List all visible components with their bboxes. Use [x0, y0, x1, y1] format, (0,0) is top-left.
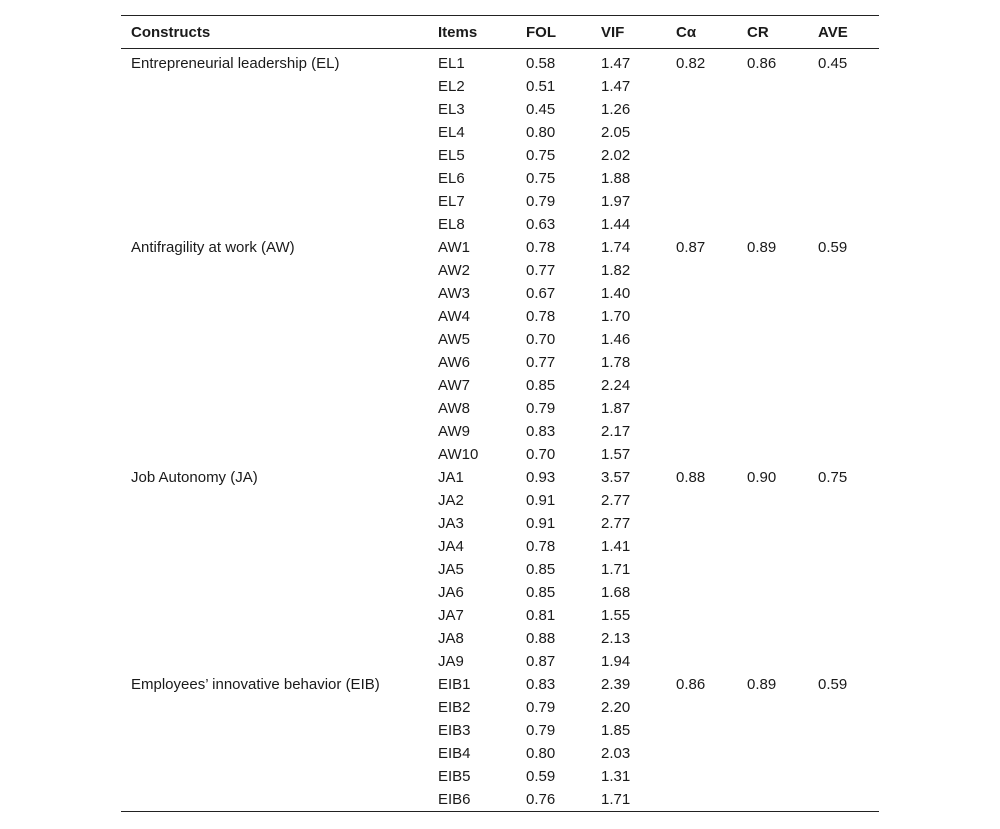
table-row: [121, 627, 879, 650]
cronbach-alpha-cell: [666, 765, 737, 788]
table-row: [121, 581, 879, 604]
item-cell: AW9: [438, 423, 470, 440]
construct-cell: [121, 420, 428, 443]
fol-cell: 0.76: [516, 788, 591, 812]
fol-cell: 0.51: [526, 78, 556, 95]
table-row: [121, 696, 879, 719]
fol-cell: 0.78: [526, 308, 556, 325]
construct-cell: [121, 167, 428, 190]
cronbach-alpha-cell: [666, 328, 737, 351]
construct-cell: [121, 719, 428, 742]
construct-cell: Employees’ innovative behavior (EIB): [131, 676, 380, 693]
table-row: [121, 650, 879, 673]
ave-cell: [808, 75, 879, 98]
cr-cell: [737, 75, 808, 98]
item-cell: JA7: [438, 607, 464, 624]
cronbach-alpha-cell: [666, 144, 737, 167]
vif-cell: 1.47: [601, 55, 631, 72]
item-cell: JA2: [438, 492, 464, 509]
cr-cell: [737, 259, 808, 282]
item-cell: AW7: [438, 377, 470, 394]
cronbach-alpha-cell: [666, 374, 737, 397]
cronbach-alpha-cell: 0.87: [676, 239, 706, 256]
measurement-model-table-container: [121, 15, 879, 812]
construct-cell: [121, 581, 428, 604]
item-cell: EL1: [438, 55, 465, 72]
item-cell: EL7: [438, 193, 465, 210]
cr-cell: [737, 420, 808, 443]
item-cell: EL8: [438, 216, 465, 233]
table-row: [121, 535, 879, 558]
construct-cell: [121, 627, 428, 650]
item-cell: JA6: [438, 584, 464, 601]
vif-cell: 1.31: [601, 768, 631, 785]
fol-cell: 0.45: [526, 101, 556, 118]
vif-cell: 2.05: [601, 124, 631, 141]
ave-cell: [808, 351, 879, 374]
construct-cell: [121, 259, 428, 282]
ave-cell: [808, 719, 879, 742]
cronbach-alpha-cell: [666, 420, 737, 443]
vif-cell: 2.20: [601, 699, 631, 716]
vif-cell: 1.74: [601, 239, 631, 256]
item-cell: EL5: [438, 147, 465, 164]
construct-cell: [121, 213, 428, 236]
vif-cell: 2.03: [601, 745, 631, 762]
cronbach-alpha-cell: [666, 535, 737, 558]
vif-cell: 1.87: [601, 400, 631, 417]
cr-cell: [737, 627, 808, 650]
item-cell: EIB5: [438, 768, 471, 785]
ave-cell: [808, 650, 879, 673]
vif-cell: 1.97: [601, 193, 631, 210]
cronbach-alpha-cell: [666, 75, 737, 98]
item-cell: AW1: [438, 239, 470, 256]
vif-cell: 2.13: [601, 630, 631, 647]
item-cell: JA3: [438, 515, 464, 532]
table-row: [121, 144, 879, 167]
cronbach-alpha-cell: [666, 213, 737, 236]
measurement-model-table: [121, 15, 879, 812]
cronbach-alpha-cell: [666, 627, 737, 650]
cronbach-alpha-cell: [666, 696, 737, 719]
cr-cell: [737, 604, 808, 627]
ave-cell: [808, 282, 879, 305]
cronbach-alpha-cell: [666, 190, 737, 213]
table-row: [121, 49, 879, 76]
item-cell: JA5: [438, 561, 464, 578]
vif-cell: 2.24: [601, 377, 631, 394]
item-cell: EL4: [438, 124, 465, 141]
header-items: Items: [428, 16, 516, 49]
fol-cell: 0.79: [526, 400, 556, 417]
vif-cell: 1.44: [601, 216, 631, 233]
cr-cell: [737, 788, 808, 812]
cr-cell: [737, 144, 808, 167]
cr-cell: [737, 719, 808, 742]
table-row: [121, 765, 879, 788]
construct-cell: [121, 535, 428, 558]
table-row: [121, 190, 879, 213]
table-row: [121, 259, 879, 282]
construct-cell: [121, 696, 428, 719]
fol-cell: 0.85: [526, 561, 556, 578]
vif-cell: 2.77: [601, 515, 631, 532]
ave-cell: [808, 167, 879, 190]
cr-cell: [737, 282, 808, 305]
ave-cell: [808, 305, 879, 328]
vif-cell: 1.82: [601, 262, 631, 279]
construct-cell: [121, 397, 428, 420]
fol-cell: 0.80: [526, 124, 556, 141]
ave-cell: 0.59: [818, 676, 848, 693]
vif-cell: 1.70: [601, 308, 631, 325]
table-body: [121, 49, 879, 812]
fol-cell: 0.67: [526, 285, 556, 302]
item-cell: AW5: [438, 331, 470, 348]
construct-cell: [121, 742, 428, 765]
vif-cell: 2.39: [601, 676, 631, 693]
cr-cell: [737, 213, 808, 236]
cronbach-alpha-cell: 0.88: [676, 469, 706, 486]
construct-cell: [121, 788, 428, 812]
table-row: [121, 328, 879, 351]
item-cell: AW3: [438, 285, 470, 302]
table-row: [121, 374, 879, 397]
construct-cell: [121, 489, 428, 512]
item-cell: AW2: [438, 262, 470, 279]
fol-cell: 0.85: [526, 584, 556, 601]
fol-cell: 0.81: [526, 607, 556, 624]
ave-cell: [808, 535, 879, 558]
ave-cell: 0.45: [818, 55, 848, 72]
cronbach-alpha-cell: [666, 305, 737, 328]
cr-cell: [737, 765, 808, 788]
item-cell: EIB3: [438, 722, 471, 739]
fol-cell: 0.70: [526, 331, 556, 348]
fol-cell: 0.83: [526, 423, 556, 440]
vif-cell: 1.46: [601, 331, 631, 348]
table-row: [121, 466, 879, 489]
header-ave: AVE: [808, 16, 879, 49]
construct-cell: [121, 190, 428, 213]
construct-cell: [121, 604, 428, 627]
fol-cell: 0.79: [526, 193, 556, 210]
cr-cell: [737, 512, 808, 535]
construct-cell: [121, 374, 428, 397]
cronbach-alpha-cell: [666, 558, 737, 581]
ave-cell: [808, 374, 879, 397]
fol-cell: 0.77: [526, 354, 556, 371]
cronbach-alpha-cell: [666, 351, 737, 374]
fol-cell: 0.63: [526, 216, 556, 233]
table-row: [121, 673, 879, 696]
fol-cell: 0.70: [526, 446, 556, 463]
vif-cell: 1.94: [601, 653, 631, 670]
table-row: [121, 236, 879, 259]
ave-cell: [808, 742, 879, 765]
cronbach-alpha-cell: [666, 167, 737, 190]
table-row: [121, 558, 879, 581]
fol-cell: 0.85: [526, 377, 556, 394]
vif-cell: 1.26: [601, 101, 631, 118]
vif-cell: 3.57: [601, 469, 631, 486]
cr-cell: [737, 581, 808, 604]
cr-cell: [737, 535, 808, 558]
construct-cell: [121, 512, 428, 535]
table-row: [121, 351, 879, 374]
cr-cell: 0.90: [747, 469, 777, 486]
construct-cell: Antifragility at work (AW): [131, 239, 295, 256]
construct-cell: [121, 282, 428, 305]
cr-cell: [737, 650, 808, 673]
cr-cell: [737, 121, 808, 144]
table-row: [121, 282, 879, 305]
ave-cell: [808, 788, 879, 812]
ave-cell: [808, 328, 879, 351]
cr-cell: [737, 443, 808, 466]
vif-cell: 1.55: [601, 607, 631, 624]
fol-cell: 0.59: [526, 768, 556, 785]
cronbach-alpha-cell: [666, 259, 737, 282]
vif-cell: 2.02: [601, 147, 631, 164]
fol-cell: 0.78: [526, 239, 556, 256]
table-row: [121, 397, 879, 420]
vif-cell: 1.40: [601, 285, 631, 302]
item-cell: AW8: [438, 400, 470, 417]
table-row: [121, 305, 879, 328]
table-row: [121, 742, 879, 765]
ave-cell: [808, 604, 879, 627]
item-cell: EIB4: [438, 745, 471, 762]
vif-cell: 1.71: [601, 561, 631, 578]
cr-cell: [737, 351, 808, 374]
table-row: [121, 604, 879, 627]
ave-cell: [808, 420, 879, 443]
table-row: [121, 213, 879, 236]
item-cell: AW10: [438, 446, 479, 463]
cr-cell: [737, 397, 808, 420]
table-row: [121, 121, 879, 144]
table-row: [121, 788, 879, 812]
ave-cell: [808, 259, 879, 282]
ave-cell: [808, 489, 879, 512]
header-vif: VIF: [591, 16, 666, 49]
cr-cell: [737, 190, 808, 213]
vif-cell: 1.88: [601, 170, 631, 187]
ave-cell: 0.59: [818, 239, 848, 256]
item-cell: EL2: [438, 78, 465, 95]
header-cronbach-alpha: Cα: [666, 16, 737, 49]
cronbach-alpha-cell: [666, 581, 737, 604]
cronbach-alpha-cell: [666, 98, 737, 121]
vif-cell: 1.71: [591, 788, 666, 812]
table-row: [121, 75, 879, 98]
cr-cell: [737, 305, 808, 328]
table-row: [121, 443, 879, 466]
vif-cell: 1.41: [601, 538, 631, 555]
cronbach-alpha-cell: [666, 443, 737, 466]
header-constructs: Constructs: [121, 16, 428, 49]
construct-cell: [121, 98, 428, 121]
ave-cell: 0.75: [818, 469, 848, 486]
fol-cell: 0.79: [526, 699, 556, 716]
construct-cell: [121, 305, 428, 328]
item-cell: JA1: [438, 469, 464, 486]
item-cell: EL6: [438, 170, 465, 187]
header-fol: FOL: [516, 16, 591, 49]
cronbach-alpha-cell: [666, 512, 737, 535]
ave-cell: [808, 765, 879, 788]
table-row: [121, 719, 879, 742]
cronbach-alpha-cell: [666, 742, 737, 765]
vif-cell: 2.77: [601, 492, 631, 509]
fol-cell: 0.79: [526, 722, 556, 739]
cr-cell: [737, 558, 808, 581]
cr-cell: 0.89: [747, 676, 777, 693]
cronbach-alpha-cell: [666, 788, 737, 812]
fol-cell: 0.58: [526, 55, 556, 72]
construct-cell: [121, 351, 428, 374]
table-header: [121, 16, 879, 49]
vif-cell: 1.85: [601, 722, 631, 739]
fol-cell: 0.87: [526, 653, 556, 670]
item-cell: EIB1: [438, 676, 471, 693]
ave-cell: [808, 558, 879, 581]
item-cell: JA9: [438, 653, 464, 670]
table-row: [121, 98, 879, 121]
table-row: [121, 420, 879, 443]
cronbach-alpha-cell: [666, 650, 737, 673]
ave-cell: [808, 190, 879, 213]
cr-cell: [737, 98, 808, 121]
ave-cell: [808, 213, 879, 236]
item-cell: JA4: [438, 538, 464, 555]
construct-cell: [121, 443, 428, 466]
cronbach-alpha-cell: [666, 604, 737, 627]
construct-cell: [121, 121, 428, 144]
table-row: [121, 489, 879, 512]
cr-cell: [737, 489, 808, 512]
fol-cell: 0.83: [526, 676, 556, 693]
ave-cell: [808, 443, 879, 466]
fol-cell: 0.88: [526, 630, 556, 647]
construct-cell: [121, 144, 428, 167]
construct-cell: Entrepreneurial leadership (EL): [131, 55, 340, 72]
construct-cell: [121, 558, 428, 581]
ave-cell: [808, 696, 879, 719]
vif-cell: 1.68: [601, 584, 631, 601]
cr-cell: 0.86: [747, 55, 777, 72]
construct-cell: [121, 75, 428, 98]
construct-cell: Job Autonomy (JA): [131, 469, 258, 486]
ave-cell: [808, 512, 879, 535]
cr-cell: [737, 374, 808, 397]
vif-cell: 1.78: [601, 354, 631, 371]
ave-cell: [808, 627, 879, 650]
vif-cell: 1.47: [601, 78, 631, 95]
cronbach-alpha-cell: [666, 121, 737, 144]
fol-cell: 0.91: [526, 515, 556, 532]
item-cell: EIB2: [438, 699, 471, 716]
item-cell: AW6: [438, 354, 470, 371]
item-cell: EIB6: [428, 788, 516, 812]
cr-cell: [737, 328, 808, 351]
cronbach-alpha-cell: [666, 397, 737, 420]
construct-cell: [121, 328, 428, 351]
cr-cell: 0.89: [747, 239, 777, 256]
ave-cell: [808, 98, 879, 121]
construct-cell: [121, 765, 428, 788]
cronbach-alpha-cell: 0.82: [676, 55, 706, 72]
ave-cell: [808, 144, 879, 167]
cr-cell: [737, 167, 808, 190]
item-cell: EL3: [438, 101, 465, 118]
fol-cell: 0.80: [526, 745, 556, 762]
cronbach-alpha-cell: 0.86: [676, 676, 706, 693]
vif-cell: 1.57: [601, 446, 631, 463]
fol-cell: 0.78: [526, 538, 556, 555]
cr-cell: [737, 742, 808, 765]
table-row: [121, 512, 879, 535]
item-cell: JA8: [438, 630, 464, 647]
cronbach-alpha-cell: [666, 719, 737, 742]
cronbach-alpha-cell: [666, 282, 737, 305]
construct-cell: [121, 650, 428, 673]
ave-cell: [808, 397, 879, 420]
header-row: [121, 16, 879, 49]
fol-cell: 0.75: [526, 170, 556, 187]
ave-cell: [808, 121, 879, 144]
ave-cell: [808, 581, 879, 604]
fol-cell: 0.75: [526, 147, 556, 164]
header-cr: CR: [737, 16, 808, 49]
item-cell: AW4: [438, 308, 470, 325]
fol-cell: 0.91: [526, 492, 556, 509]
fol-cell: 0.77: [526, 262, 556, 279]
cr-cell: [737, 696, 808, 719]
vif-cell: 2.17: [601, 423, 631, 440]
cronbach-alpha-cell: [666, 489, 737, 512]
fol-cell: 0.93: [526, 469, 556, 486]
table-row: [121, 167, 879, 190]
